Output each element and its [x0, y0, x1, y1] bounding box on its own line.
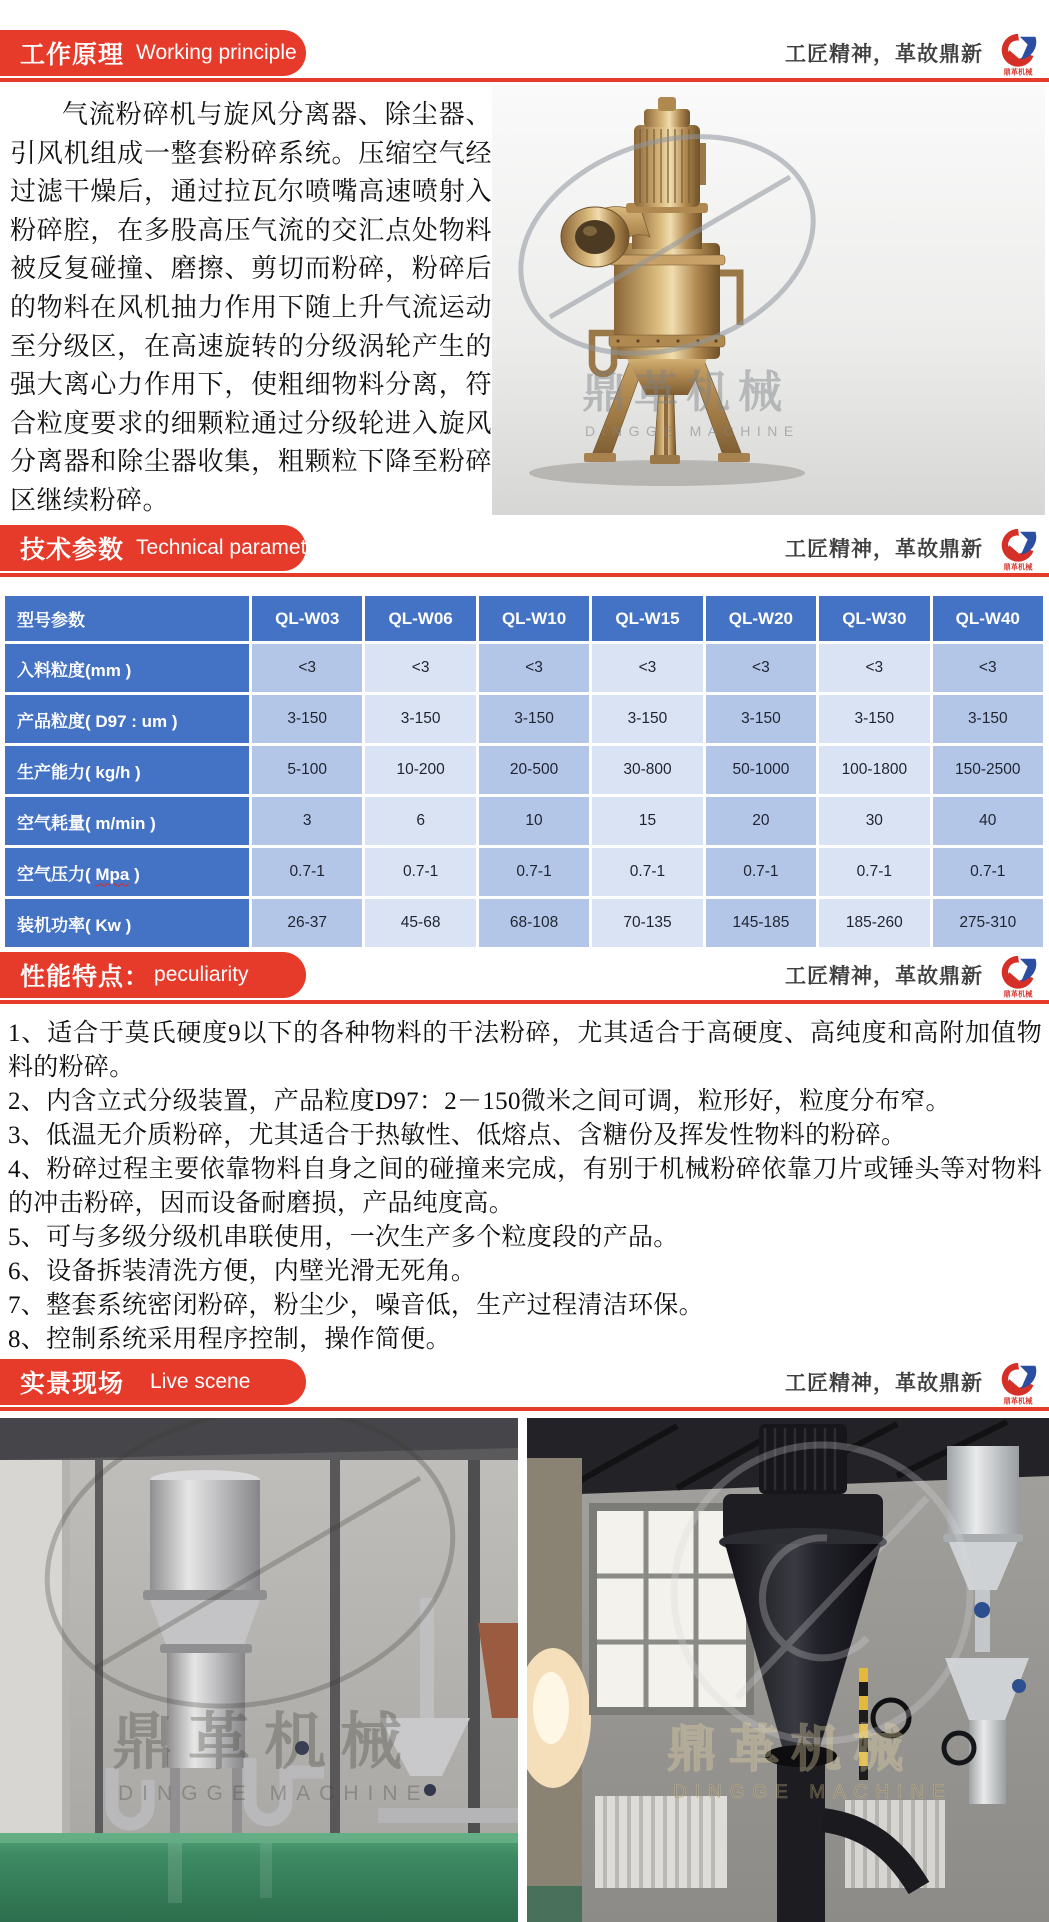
spec-value-cell: 3-150	[931, 694, 1044, 745]
live-scene-photos	[0, 1418, 1049, 1922]
spec-value-cell: <3	[364, 643, 477, 694]
spec-value-cell: 5-100	[251, 745, 364, 796]
spec-value-cell: 3-150	[364, 694, 477, 745]
spec-value-cell: 3-150	[251, 694, 364, 745]
brand-motto-block	[785, 952, 1041, 998]
section-header-technical-parameter	[0, 525, 1049, 571]
row-label: 入料粒度(mm )	[4, 643, 251, 694]
section-title-pill	[0, 30, 306, 76]
section-divider	[0, 573, 1049, 577]
logo-name: 鼎革机械	[1003, 67, 1033, 77]
spec-value-cell: 0.7-1	[364, 847, 477, 898]
section-title-pill	[0, 952, 306, 998]
spec-value-cell: 68-108	[477, 898, 590, 949]
spec-value-cell: <3	[591, 643, 704, 694]
spec-value-cell: <3	[251, 643, 364, 694]
spec-value-cell: 50-1000	[704, 745, 817, 796]
spec-value-cell: 26-37	[251, 898, 364, 949]
svg-text:鼎革机械: 鼎革机械	[112, 1708, 417, 1777]
svg-text:鼎革机械: 鼎革机械	[1003, 1396, 1033, 1406]
section-header-working-principle	[0, 30, 1049, 76]
working-principle-paragraph: 气流粉碎机与旋风分离器、除尘器、引风机组成一整套粉碎系统。压缩空气经过滤干燥后，通过拉瓦尔喷嘴高速喷射入粉碎腔，在多股高压气流的交汇点处物料被反复碰撞、磨擦、剪切而粉碎，粉碎后的物料在风机抽力作用下随上升气流运动至分级区，在高速旋转的分级涡轮产生的强大离心力作用下，使粗细物料分离，符合粒度要求的细颗粒通过分级轮进入旋风分离器和除尘器收集，粗颗粒下降至粉碎区继续粉碎。	[10, 100, 492, 515]
feature-item: 2、内含立式分级装置，产品粒度D97：2－150微米之间可调，粒形好，粒度分布窄。	[8, 1088, 951, 1115]
svg-text:DINGGE MACHINE: DINGGE MACHINE	[673, 1782, 953, 1803]
feature-item: 5、可与多级分级机串联使用，一次生产多个粒度段的产品。	[8, 1224, 679, 1251]
section-header-peculiarity	[0, 952, 1049, 998]
live-scene-photo-left	[0, 1418, 518, 1922]
section-title-en: Live scene	[150, 1370, 251, 1393]
spec-value-cell: 0.7-1	[251, 847, 364, 898]
feature-item: 3、低温无介质粉碎，尤其适合于热敏性、低熔点、含糖份及挥发性物料的粉碎。	[8, 1122, 907, 1149]
spec-value-cell: 3-150	[591, 694, 704, 745]
product-render-image	[492, 85, 1045, 515]
brand-motto-block	[785, 1359, 1041, 1405]
model-column-header: QL-W20	[704, 595, 817, 643]
spec-value-cell: 0.7-1	[704, 847, 817, 898]
svg-text:鼎革机械: 鼎革机械	[1003, 989, 1033, 999]
company-logo-icon	[995, 953, 1041, 1007]
spec-value-cell: 45-68	[364, 898, 477, 949]
table-row	[4, 898, 1045, 949]
feature-item: 6、设备拆装清洗方便，内壁光滑无死角。	[8, 1258, 477, 1285]
model-column-header: QL-W15	[591, 595, 704, 643]
table-row	[4, 745, 1045, 796]
brand-motto: 工匠精神，革故鼎新	[785, 538, 983, 561]
brand-motto: 工匠精神，革故鼎新	[785, 1372, 983, 1395]
spec-value-cell: 3-150	[477, 694, 590, 745]
spec-value-cell: 0.7-1	[477, 847, 590, 898]
model-column-header: QL-W10	[477, 595, 590, 643]
company-logo-icon	[995, 31, 1041, 85]
brand-motto-block	[785, 525, 1041, 571]
svg-text:DINGGE MACHINE: DINGGE MACHINE	[585, 423, 800, 439]
spec-value-cell: 30-800	[591, 745, 704, 796]
table-body	[4, 643, 1045, 949]
row-label: 装机功率( Kw )	[4, 898, 251, 949]
spec-value-cell: 145-185	[704, 898, 817, 949]
model-column-header: QL-W06	[364, 595, 477, 643]
section-divider	[0, 1000, 1049, 1004]
section-title-pill	[0, 1359, 306, 1405]
feature-item: 4、粉碎过程主要依靠物料自身之间的碰撞来完成，有别于机械粉碎依靠刀片或锤头等对物料的冲击粉碎，因而设备耐磨损，产品纯度高。	[8, 1156, 1042, 1217]
model-column-header: QL-W30	[818, 595, 931, 643]
section-title-en: peculiarity	[154, 963, 249, 986]
section-divider	[0, 1407, 1049, 1411]
spec-value-cell: 3-150	[818, 694, 931, 745]
brand-motto: 工匠精神，革故鼎新	[785, 43, 983, 66]
feature-item: 8、控制系统采用程序控制，操作简便。	[8, 1326, 451, 1353]
brand-motto-block	[785, 30, 1041, 76]
spec-value-cell: 20-500	[477, 745, 590, 796]
table-row	[4, 694, 1045, 745]
section-title-zh: 工作原理	[20, 41, 125, 69]
technical-parameter-table	[2, 593, 1046, 950]
spec-value-cell: 150-2500	[931, 745, 1044, 796]
section-title-pill	[0, 525, 326, 571]
jet-mill-render	[492, 85, 1045, 515]
row-label: 空气耗量( m/min )	[4, 796, 251, 847]
spec-value-cell: <3	[477, 643, 590, 694]
spec-value-cell: 40	[931, 796, 1044, 847]
spec-value-cell: 10-200	[364, 745, 477, 796]
table-header-row	[4, 595, 1045, 643]
spec-value-cell: <3	[931, 643, 1044, 694]
section-title-en: Technical parameter	[136, 536, 326, 559]
spec-value-cell: 20	[704, 796, 817, 847]
company-logo-icon	[995, 1360, 1041, 1414]
table-corner-header: 型号参数	[4, 595, 251, 643]
row-label: 空气压力( Mpa )	[4, 847, 251, 898]
row-label: 产品粒度( D97 : um )	[4, 694, 251, 745]
spec-value-cell: 70-135	[591, 898, 704, 949]
spec-value-cell: 0.7-1	[591, 847, 704, 898]
spec-value-cell: 100-1800	[818, 745, 931, 796]
spec-value-cell: 3	[251, 796, 364, 847]
feature-item: 7、整套系统密闭粉碎，粉尘少，噪音低，生产过程清洁环保。	[8, 1292, 704, 1319]
section-title-en: Working principle	[136, 41, 297, 64]
spec-value-cell: 30	[818, 796, 931, 847]
section-divider	[0, 78, 1049, 82]
model-column-header: QL-W03	[251, 595, 364, 643]
spec-value-cell: 275-310	[931, 898, 1044, 949]
live-scene-photo-right	[527, 1418, 1049, 1922]
svg-text:鼎革机械: 鼎革机械	[667, 1721, 915, 1777]
spec-value-cell: 185-260	[818, 898, 931, 949]
feature-list	[8, 1017, 1042, 1357]
spec-value-cell: <3	[818, 643, 931, 694]
spec-value-cell: 0.7-1	[931, 847, 1044, 898]
feature-item: 1、适合于莫氏硬度9以下的各种物料的干法粉碎，尤其适合于高硬度、高纯度和高附加值物料的粉碎。	[8, 1020, 1042, 1081]
row-label: 生产能力( kg/h )	[4, 745, 251, 796]
section-header-live-scene	[0, 1359, 1049, 1405]
model-column-header: QL-W40	[931, 595, 1044, 643]
table-row	[4, 643, 1045, 694]
spec-value-cell: 15	[591, 796, 704, 847]
svg-text:鼎革机械: 鼎革机械	[1003, 562, 1033, 572]
svg-text:DINGGE MACHINE: DINGGE MACHINE	[118, 1782, 430, 1805]
spec-value-cell: <3	[704, 643, 817, 694]
spec-value-cell: 10	[477, 796, 590, 847]
table-row	[4, 796, 1045, 847]
section-title-zh: 性能特点：	[20, 963, 151, 991]
brand-motto: 工匠精神，革故鼎新	[785, 965, 983, 988]
table-row	[4, 847, 1045, 898]
svg-text:鼎革机械: 鼎革机械	[582, 368, 790, 417]
spec-value-cell: 0.7-1	[818, 847, 931, 898]
spec-value-cell: 3-150	[704, 694, 817, 745]
section-title-zh: 实景现场	[20, 1370, 125, 1398]
section-title-zh: 技术参数	[20, 536, 125, 564]
spec-value-cell: 6	[364, 796, 477, 847]
company-logo-icon	[995, 526, 1041, 580]
